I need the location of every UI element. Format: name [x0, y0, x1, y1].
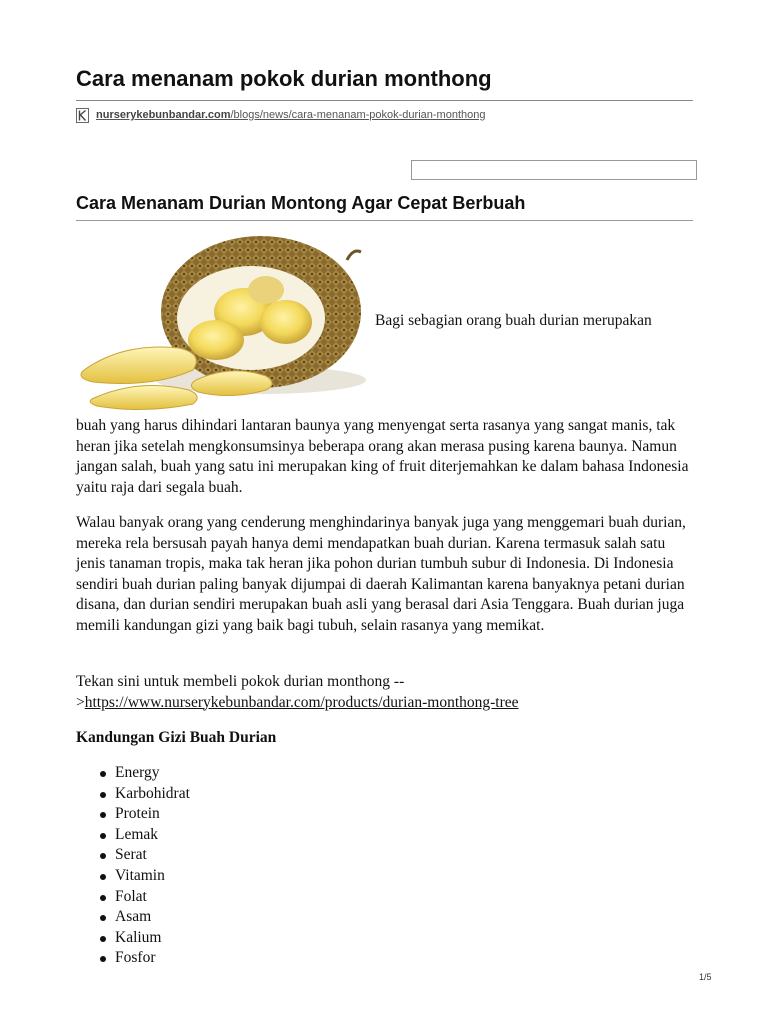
product-link[interactable]: https://www.nurserykebunbandar.com/products/durian-monthong-tree [84, 693, 519, 711]
nutrition-heading: Kandungan Gizi Buah Durian [76, 729, 277, 746]
article-heading: Cara Menanam Durian Montong Agar Cepat Berbuah [76, 193, 526, 213]
list-item [76, 948, 190, 969]
bullet-icon [100, 895, 106, 901]
bullet-icon [100, 915, 106, 921]
list-item [76, 804, 190, 825]
page-title: Cara menanam pokok durian monthong [76, 66, 492, 91]
bullet-icon [100, 936, 106, 942]
source-path: /blogs/news/cara-menanam-pokok-durian-monthong [230, 109, 486, 121]
source-domain: nurserykebunbandar.com [96, 109, 231, 121]
bullet-icon [100, 853, 106, 859]
search-input[interactable] [411, 160, 697, 180]
buy-prompt-text: Tekan sini untuk membeli pokok durian monthong --> [76, 673, 405, 711]
bullet-icon [100, 812, 106, 818]
page-number: 1/5 [699, 972, 712, 982]
nutrient-label: Fosfor [115, 949, 156, 967]
bullet-icon [100, 792, 106, 798]
bullet-icon [100, 874, 106, 880]
paragraph-2: Walau banyak orang yang cenderung menghindarinya banyak juga yang menggemari buah durian, mereka rela bersusah payah hanya demi mendapatkan buah durian. Karena termasuk salah satu jenis tanaman tropis, maka tak heran jika pohon durian tumbuh subur di Indonesia. Di Indonesia sendiri buah durian paling banyak dijumpai di daerah Kalimantan karena banyaknya petani durian disana, dan durian sendiri merupakan buah asli yang berasal dari Asia Tenggara. Buah durian juga memili kandungan gizi yang baik bagi tubuh, selain rasanya yang memikat. [76, 514, 686, 634]
heading-divider [76, 220, 693, 221]
source-row [76, 107, 485, 123]
nutrient-label: Kalium [115, 928, 162, 946]
nutrient-label: Serat [115, 846, 147, 864]
list-item [76, 928, 190, 949]
k-logo-icon [76, 108, 89, 123]
nutrient-label: Lemak [115, 825, 159, 843]
paragraph-1: buah yang harus dihindari lantaran baunya yang menyengat serta rasanya yang sangat manis, tak heran jika setelah mengkonsumsinya beberapa orang akan merasa pusing karena baunya. Namun jangan salah, buah yang satu ini merupakan king of fruit diterjemahkan ke dalam bahasa Indonesia yaitu raja dari segala buah. [76, 417, 689, 496]
title-divider [76, 100, 693, 101]
list-item [76, 866, 190, 887]
nutrient-label: Folat [115, 887, 147, 905]
paragraph-3 [76, 672, 696, 713]
bullet-icon [100, 833, 106, 839]
durian-fruit-image [76, 230, 374, 416]
list-item [76, 907, 190, 928]
nutrient-list [76, 763, 190, 969]
intro-text: Bagi sebagian orang buah durian merupakan [375, 312, 652, 329]
source-url-link[interactable] [96, 109, 485, 121]
list-item [76, 845, 190, 866]
nutrient-label: Asam [115, 908, 152, 926]
list-item [76, 763, 190, 784]
nutrient-label: Energy [115, 764, 160, 781]
bullet-icon [100, 771, 106, 777]
nutrient-label: Protein [115, 805, 160, 823]
list-item [76, 784, 190, 805]
nutrient-label: Karbohidrat [115, 784, 190, 802]
nutrient-label: Vitamin [115, 866, 165, 884]
list-item [76, 825, 190, 846]
bullet-icon [100, 956, 106, 962]
list-item [76, 887, 190, 908]
